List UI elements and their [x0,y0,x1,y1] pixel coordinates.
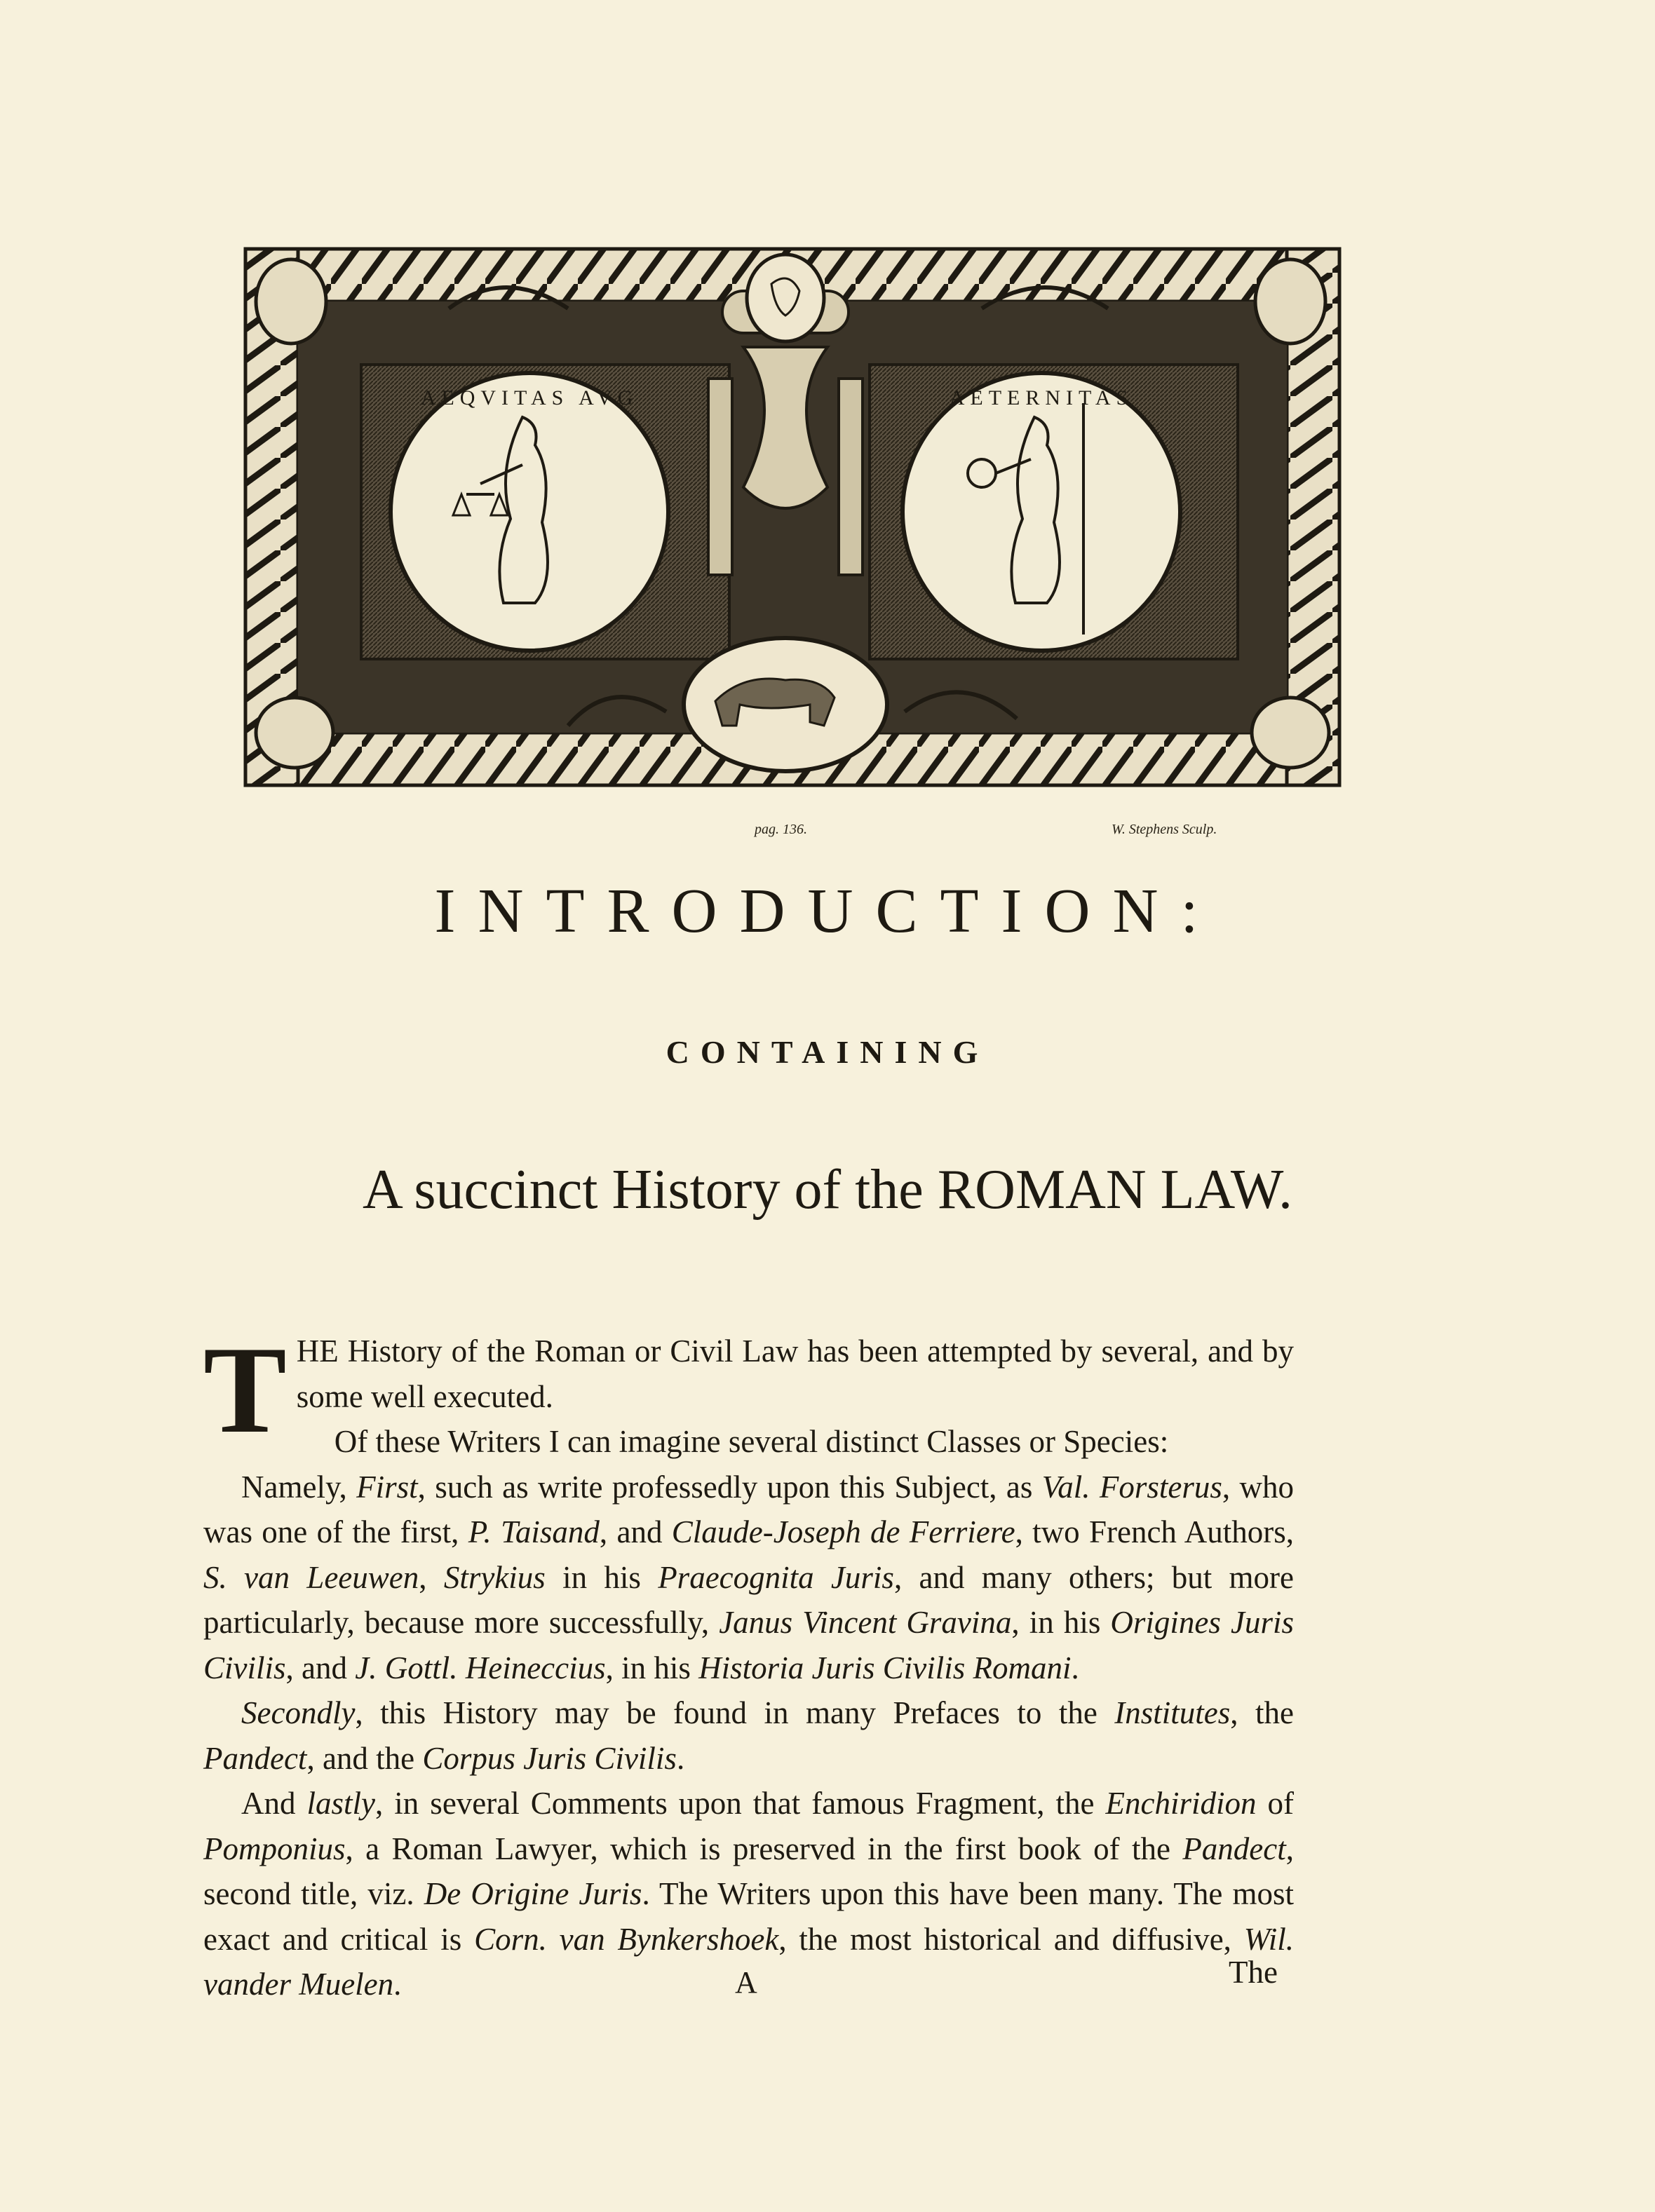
page-title: INTRODUCTION: [434,876,1221,946]
engraver-credit: W. Stephens Sculp. [1112,822,1217,837]
subtitle: CONTAINING [666,1034,989,1070]
portrait-bust [747,255,824,341]
right-medallion-legend: AETERNITAS [949,386,1134,409]
right-medallion [903,373,1180,651]
fasces-right [839,379,863,575]
paragraph-4: Secondly, this History may be found in many Prefaces to the Institutes, the Pandect, and the Corpus Juris Civilis. [203,1695,1294,1776]
headpiece-illustration [238,242,1346,813]
left-medallion-legend: AEQVITAS AVG [420,386,639,409]
engraved-headpiece [238,242,1346,813]
paragraph-1: THE History of the Roman or Civil Law has been attempted by several, and by some well executed. [203,1320,1294,1459]
paragraph-3: Namely, First, such as write professedly upon this Subject, as Val. Forsterus, who was one of the first, P. Taisand, and Claude-Joseph de Ferriere, two French Authors, S. van Leeuwen, Strykius in his Praecognita Juris, and many others; but more particularly, because more successfully, Janus Vincent Gravina, in his Origines Juris Civilis, and J. Gottl. Heineccius, in his Historia Juris Civilis Romani. [203,1469,1295,1685]
paragraph-2: Of these Writers I can imagine several distinct Classes or Species: [334,1424,1169,1459]
drop-cap: T [203,1320,287,1459]
fasces-left [708,379,732,575]
section-heading: A succinct History of the ROMAN LAW. [362,1159,1293,1221]
signature-mark: A [735,1965,757,2000]
plate-page-reference: pag. 136. [755,822,807,837]
left-medallion [391,373,668,651]
catchword: The [1229,1955,1278,1990]
body-text [203,1320,1295,2007]
paragraph-5: And lastly, in several Comments upon that famous Fragment, the Enchiridion of Pomponius, a Roman Lawyer, which is preserved in the first book of the Pandect, second title, viz. De Origine Juris. The Writers upon this have been many. The most exact and critical is Corn. van Bynkershoek, the most historical and diffusive, Wil. vander Muelen. [203,1786,1294,2002]
